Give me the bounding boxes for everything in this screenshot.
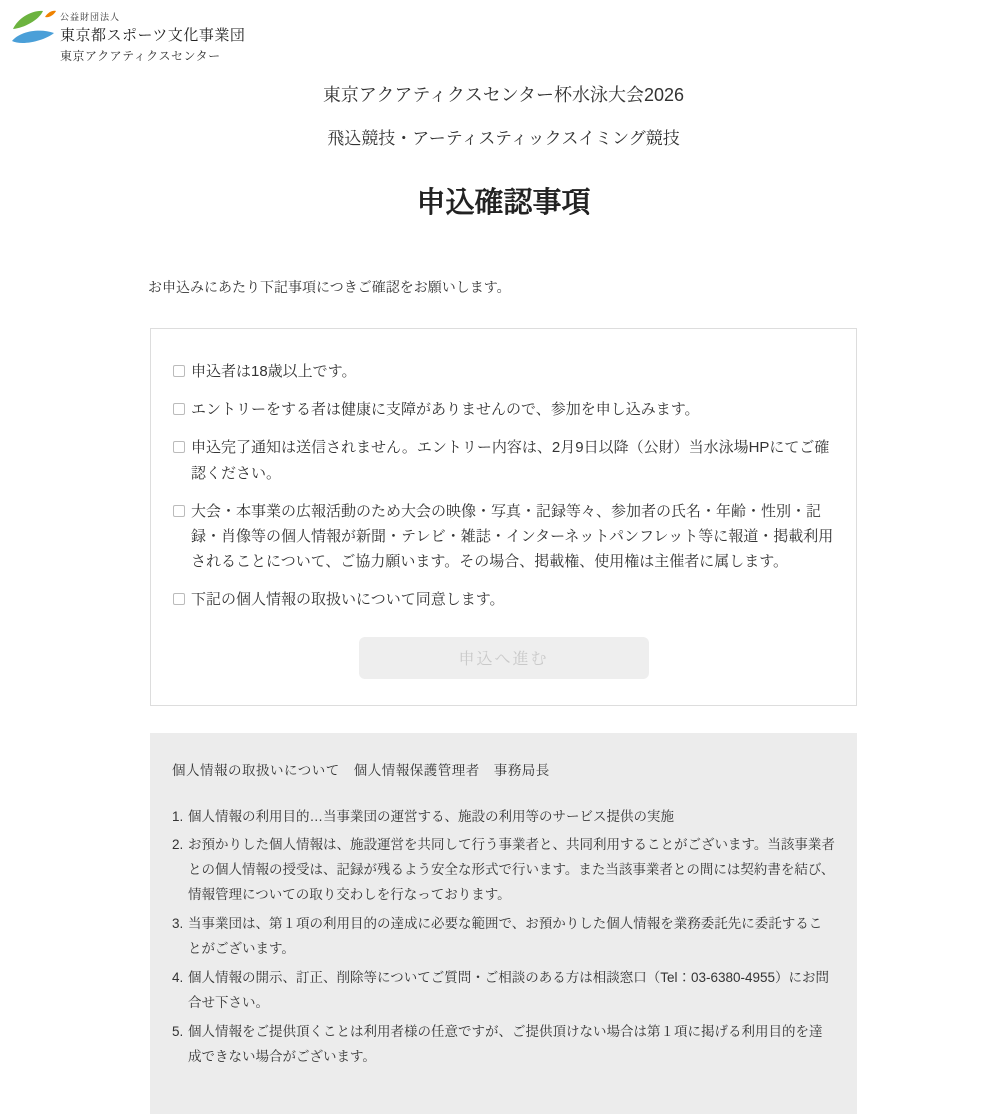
privacy-policy-list (172, 805, 835, 1071)
privacy-item-text: 個人情報の利用目的…当事業団の運営する、施設の利用等のサービス提供の実施 (188, 809, 674, 824)
privacy-item-number: 4. (172, 966, 183, 991)
privacy-policy-item (172, 912, 835, 962)
facility-name: 東京アクアティクスセンター (60, 47, 245, 64)
checkbox-label: 申込者は18歳以上です。 (191, 359, 357, 384)
page-title: 申込確認事項 (150, 180, 857, 221)
intro-text: お申込みにあたり下記事項につきご確認をお願いします。 (148, 277, 857, 297)
checkbox-label: 下記の個人情報の取扱いについて同意します。 (191, 587, 505, 612)
privacy-policy-heading: 個人情報の取扱いについて 個人情報保護管理者 事務局長 (172, 759, 835, 779)
privacy-item-number: 5. (172, 1020, 183, 1045)
checkbox-item-notification[interactable] (173, 435, 834, 485)
checkbox-item-publicity[interactable] (173, 499, 834, 575)
event-competitions: 飛込競技・アーティスティックスイミング競技 (150, 124, 857, 149)
privacy-agreement-checkbox[interactable] (173, 593, 185, 605)
privacy-policy-item (172, 1020, 835, 1070)
privacy-policy-item (172, 805, 835, 830)
organization-logo-icon (10, 8, 56, 50)
checkbox-label: エントリーをする者は健康に支障がありませんので、参加を申し込みます。 (191, 397, 700, 422)
notification-checkbox[interactable] (173, 441, 185, 453)
title-block (150, 0, 857, 221)
organization-name: 東京都スポーツ文化事業団 (60, 24, 245, 45)
privacy-item-number: 2. (172, 833, 183, 858)
age-checkbox[interactable] (173, 365, 185, 377)
privacy-policy-item (172, 966, 835, 1016)
event-title: 東京アクアティクスセンター杯水泳大会2026 (150, 0, 857, 107)
checkbox-label: 大会・本事業の広報活動のため大会の映像・写真・記録等々、参加者の氏名・年齢・性別・記録・肖像等の個人情報が新聞・テレビ・雑誌・インターネットパンフレット等に報道・掲載利用されることについて、ご協力願います。その場合、掲載権、使用権は主催者に属します。 (191, 499, 834, 575)
privacy-item-number: 3. (172, 912, 183, 937)
checkbox-item-health[interactable] (173, 397, 834, 422)
checkbox-item-privacy-agreement[interactable] (173, 587, 834, 612)
privacy-item-text: 個人情報の開示、訂正、削除等についてご質問・ご相談のある方は相談窓口（Tel：03-6380-4955）にお問合せ下さい。 (188, 970, 829, 1010)
organization-type-label: 公益財団法人 (60, 10, 245, 23)
checkbox-item-age[interactable] (173, 359, 834, 384)
privacy-policy-panel (150, 733, 857, 1114)
privacy-item-text: お預かりした個人情報は、施設運営を共同して行う事業者と、共同利用することがございます。当該事業者との個人情報の授受は、記録が残るよう安全な形式で行います。また当該事業者との間には契約書を結び、情報管理についての取り交わしを行なっております。 (188, 837, 835, 902)
privacy-item-text: 当事業団は、第１項の利用目的の達成に必要な範囲で、お預かりした個人情報を業務委託先に委託することがございます。 (188, 916, 822, 956)
privacy-item-number: 1. (172, 805, 183, 830)
privacy-item-text: 個人情報をご提供頂くことは利用者様の任意ですが、ご提供頂けない場合は第１項に掲げる利用目的を達成できない場合がございます。 (188, 1024, 823, 1064)
main-content (150, 0, 857, 1114)
checkbox-label: 申込完了通知は送信されません。エントリー内容は、2月9日以降（公財）当水泳場HPにてご確認ください。 (191, 435, 834, 485)
proceed-to-application-button[interactable]: 申込へ進む (359, 637, 649, 679)
privacy-policy-item (172, 833, 835, 908)
confirmation-box (150, 328, 857, 706)
publicity-checkbox[interactable] (173, 505, 185, 517)
submit-row (173, 637, 834, 679)
health-checkbox[interactable] (173, 403, 185, 415)
